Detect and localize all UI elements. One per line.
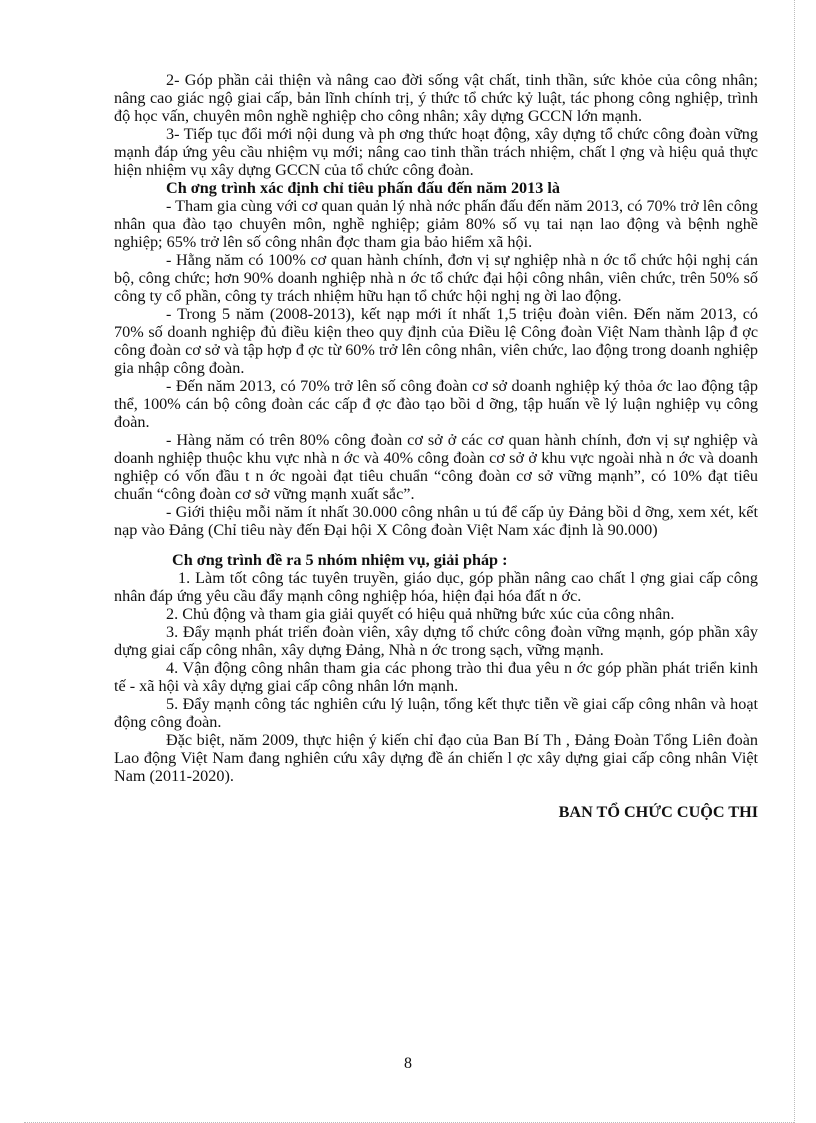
task-item-4: 4. Vận động công nhân tham gia các phong trào thi đua yêu n ớc góp phần phát triển kinh tế - xã hội và xây dựng giai cấp công nhân lớn mạnh. (114, 659, 758, 695)
targets-heading: Ch ơng trình xác định chỉ tiêu phấn đấu đến năm 2013 là (166, 179, 560, 197)
task-item-3: 3. Đẩy mạnh phát triển đoàn viên, xây dựng tổ chức công đoàn vững mạnh, góp phần xây dựng giai cấp công nhân, xây dựng Đảng, Nhà n ớc trong sạch, vững mạnh. (114, 623, 758, 659)
intro-paragraph-2: 2- Góp phần cải thiện và nâng cao đời sống vật chất, tinh thần, sức khỏe của công nhân; nâng cao giác ngộ giai cấp, bản lĩnh chính trị, ý thức tổ chức kỷ luật, tác phong công nghiệp, trình độ học vấn, chuyên môn nghề nghiệp cho công nhân; xây dựng GCCN lớn mạnh. (114, 71, 758, 125)
document-page (114, 71, 758, 822)
task-item-1: 1. Làm tốt công tác tuyên truyền, giáo dục, góp phần nâng cao chất l ợng giai cấp công nhân đáp ứng yêu cầu đẩy mạnh công nghiệp hóa, hiện đại hóa đất n ớc. (114, 569, 758, 605)
page-number: 8 (404, 1055, 412, 1072)
target-item-1: - Tham gia cùng với cơ quan quản lý nhà nớc phấn đấu đến năm 2013, có 70% trở lên công nhân qua đào tạo chuyên môn, nghề nghiệp; giảm 80% số vụ tai nạn lao động và bệnh nghề nghiệp; 65% trở lên số công nhân đợc tham gia bảo hiểm xã hội. (114, 197, 758, 251)
target-item-6: - Giới thiệu mỗi năm ít nhất 30.000 công nhân u tú để cấp ủy Đảng bồi d ỡng, xem xét, kết nạp vào Đảng (Chỉ tiêu này đến Đại hội X Công đoàn Việt Nam xác định là 90.000) (114, 503, 758, 539)
target-item-2: - Hằng năm có 100% cơ quan hành chính, đơn vị sự nghiệp nhà n ớc tổ chức hội nghị cán bộ, công chức; hơn 90% doanh nghiệp nhà n ớc tổ chức đại hội công nhân, viên chức, trên 50% số công ty cổ phần, công ty trách nhiệm hữu hạn tổ chức hội nghị ng ời lao động. (114, 251, 758, 305)
target-item-5: - Hàng năm có trên 80% công đoàn cơ sở ở các cơ quan hành chính, đơn vị sự nghiệp và doanh nghiệp thuộc khu vực nhà n ớc và 40% công đoàn cơ sở ở khu vực ngoài nhà n ớc và doanh nghiệp có vốn đầu t n ớc ngoài đạt tiêu chuẩn “công đoàn cơ sở vững mạnh”, có 10% đạt tiêu chuẩn “công đoàn cơ sở vững mạnh xuất sắc”. (114, 431, 758, 503)
target-item-3: - Trong 5 năm (2008-2013), kết nạp mới ít nhất 1,5 triệu đoàn viên. Đến năm 2013, có 70% số doanh nghiệp đủ điều kiện theo quy định của Điều lệ Công đoàn Việt Nam thành lập đ ợc công đoàn cơ sở và tập hợp đ ợc từ 60% trở lên công nhân, viên chức, lao động trong doanh nghiệp gia nhập công đoàn. (114, 305, 758, 377)
task-item-5: 5. Đẩy mạnh công tác nghiên cứu lý luận, tổng kết thực tiễn về giai cấp công nhân và hoạt động công đoàn. (114, 695, 758, 731)
closing-paragraph: Đặc biệt, năm 2009, thực hiện ý kiến chỉ đạo của Ban Bí Th , Đảng Đoàn Tổng Liên đoàn Lao động Việt Nam đang nghiên cứu xây dựng đề án chiến l ợc xây dựng giai cấp công nhân Việt Nam (2011-2020). (114, 731, 758, 785)
task-item-2: 2. Chủ động và tham gia giải quyết có hiệu quả những bức xúc của công nhân. (166, 605, 675, 623)
target-item-4: - Đến năm 2013, có 70% trở lên số công đoàn cơ sở doanh nghiệp ký thỏa ớc lao động tập thể, 100% cán bộ công đoàn các cấp đ ợc đào tạo bồi d ỡng, tập huấn về lý luận nghiệp vụ công đoàn. (114, 377, 758, 431)
signature: BAN TỔ CHỨC CUỘC THI (558, 803, 758, 821)
intro-paragraph-3: 3- Tiếp tục đổi mới nội dung và ph ơng thức hoạt động, xây dựng tổ chức công đoàn vững mạnh đáp ứng yêu cầu nhiệm vụ mới; nâng cao tinh thần trách nhiệm, chất l ợng và hiệu quả thực hiện nhiệm vụ xây dựng GCCN của tổ chức công đoàn. (114, 125, 758, 179)
page-edge-right (794, 0, 795, 1123)
tasks-heading: Ch ơng trình đề ra 5 nhóm nhiệm vụ, giải pháp : (172, 551, 508, 569)
